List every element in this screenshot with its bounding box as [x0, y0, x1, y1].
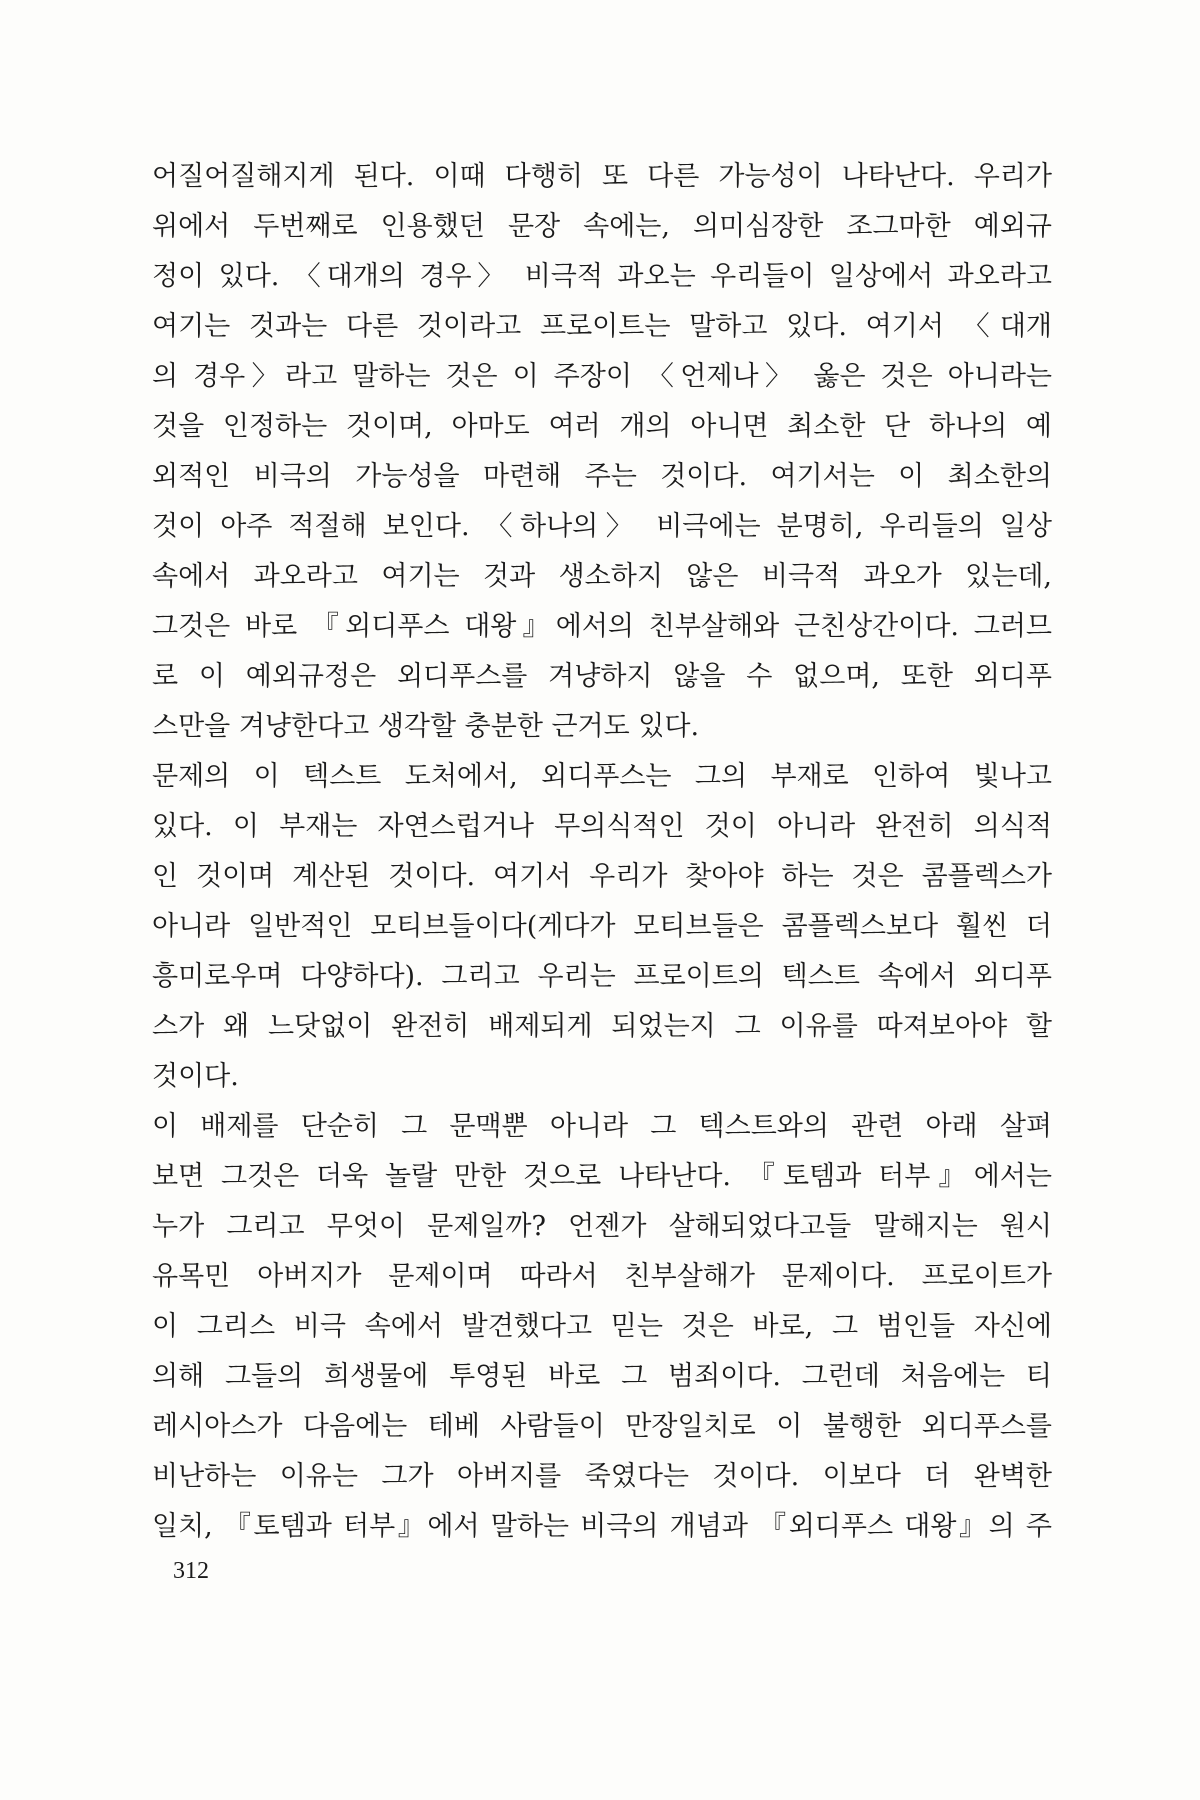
text-line: 것을 인정하는 것이며, 아마도 여러 개의 아니면 최소한 단 하나의 예: [152, 411, 1052, 442]
text-line: 것이다.: [152, 1061, 239, 1092]
text-line: 어질어질해지게 된다. 이때 다행히 또 다른 가능성이 나타난다. 우리가: [152, 161, 1052, 192]
text-line: 인 것이며 계산된 것이다. 여기서 우리가 찾아야 하는 것은 콤플렉스가: [152, 861, 1052, 892]
body-text: [152, 152, 1052, 1552]
text-line: 로 이 예외규정은 외디푸스를 겨냥하지 않을 수 없으며, 또한 외디푸: [152, 661, 1052, 692]
text-line: 이 배제를 단순히 그 문맥뿐 아니라 그 텍스트와의 관련 아래 살펴: [152, 1111, 1052, 1142]
text-line: 흥미로우며 다양하다). 그리고 우리는 프로이트의 텍스트 속에서 외디푸: [152, 961, 1052, 992]
text-line: 레시아스가 다음에는 테베 사람들이 만장일치로 이 불행한 외디푸스를: [152, 1411, 1052, 1442]
text-line: 누가 그리고 무엇이 문제일까? 언젠가 살해되었다고들 말해지는 원시: [152, 1211, 1052, 1242]
text-line: 문제의 이 텍스트 도처에서, 외디푸스는 그의 부재로 인하여 빛나고: [152, 761, 1052, 792]
text-line: 있다. 이 부재는 자연스럽거나 무의식적인 것이 아니라 완전히 의식적: [152, 811, 1052, 842]
text-line: 정이 있다. 〈대개의 경우〉 비극적 과오는 우리들이 일상에서 과오라고: [152, 261, 1052, 292]
text-line: 것이 아주 적절해 보인다. 〈하나의〉 비극에는 분명히, 우리들의 일상: [152, 511, 1052, 542]
text-line: 스만을 겨냥한다고 생각할 충분한 근거도 있다.: [152, 711, 700, 742]
page-number: 312: [173, 1558, 209, 1584]
text-line: 일치, 『토템과 터부』에서 말하는 비극의 개념과 『외디푸스 대왕』의 주: [152, 1511, 1052, 1542]
text-line: 스가 왜 느닷없이 완전히 배제되게 되었는지 그 이유를 따져보아야 할: [152, 1011, 1052, 1042]
text-line: 유목민 아버지가 문제이며 따라서 친부살해가 문제이다. 프로이트가: [152, 1261, 1052, 1292]
text-line: 아니라 일반적인 모티브들이다(게다가 모티브들은 콤플렉스보다 훨씬 더: [152, 911, 1052, 942]
text-line: 이 그리스 비극 속에서 발견했다고 믿는 것은 바로, 그 범인들 자신에: [152, 1311, 1052, 1342]
text-line: 속에서 과오라고 여기는 것과 생소하지 않은 비극적 과오가 있는데,: [152, 561, 1052, 592]
text-line: 그것은 바로 『외디푸스 대왕』에서의 친부살해와 근친상간이다. 그러므: [152, 611, 1052, 642]
text-line: 비난하는 이유는 그가 아버지를 죽였다는 것이다. 이보다 더 완벽한: [152, 1461, 1052, 1492]
text-line: 여기는 것과는 다른 것이라고 프로이트는 말하고 있다. 여기서 〈대개: [152, 311, 1052, 342]
text-line: 의 경우〉라고 말하는 것은 이 주장이 〈언제나〉 옳은 것은 아니라는: [152, 361, 1052, 392]
text-line: 의해 그들의 희생물에 투영된 바로 그 범죄이다. 그런데 처음에는 티: [152, 1361, 1052, 1392]
text-line: 외적인 비극의 가능성을 마련해 주는 것이다. 여기서는 이 최소한의: [152, 461, 1052, 492]
text-line: 보면 그것은 더욱 놀랄 만한 것으로 나타난다. 『토템과 터부』에서는: [152, 1161, 1052, 1192]
text-line: 위에서 두번째로 인용했던 문장 속에는, 의미심장한 조그마한 예외규: [152, 211, 1052, 242]
